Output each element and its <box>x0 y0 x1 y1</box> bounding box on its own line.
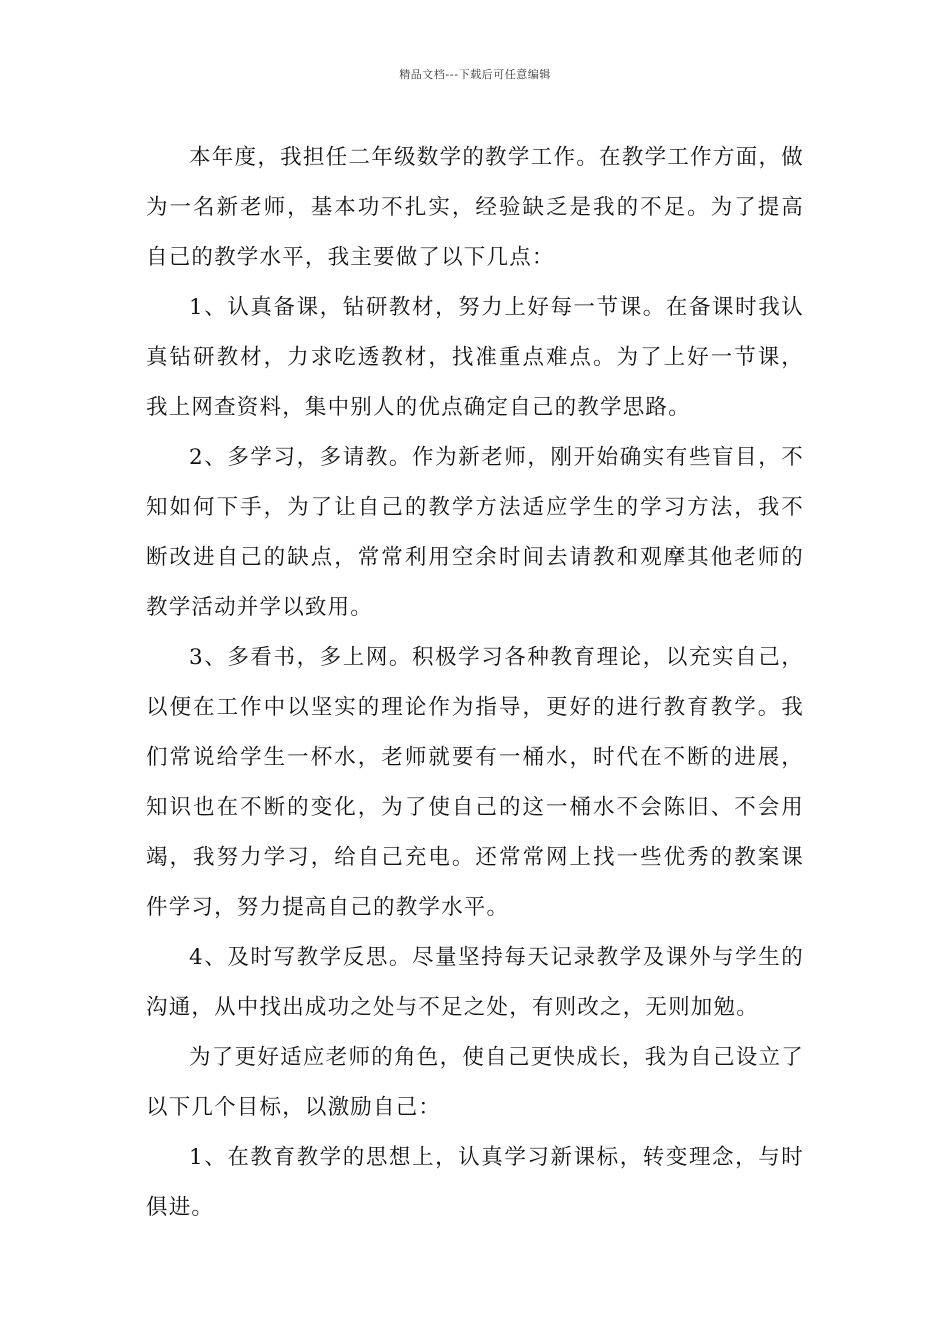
paragraph-intro: 本年度，我担任二年级数学的教学工作。在教学工作方面，做为一名新老师，基本功不扎实，经验缺乏是我的不足。为了提高自己的教学水平，我主要做了以下几点： <box>146 145 804 270</box>
paragraph-item-1: 1、认真备课，钻研教材，努力上好每一节课。在备课时我认真钻研教材，力求吃透教材，找准重点难点。为了上好一节课，我上网查资料，集中别人的优点确定自己的教学思路。 <box>146 295 804 420</box>
paragraph-goals-intro: 为了更好适应老师的角色，使自己更快成长，我为自己设立了以下几个目标，以激励自己： <box>146 1045 804 1120</box>
paragraph-goal-1: 1、在教育教学的思想上，认真学习新课标，转变理念，与时俱进。 <box>146 1145 804 1220</box>
page-header: 精品文档---下载后可任意编辑 <box>399 68 551 81</box>
paragraph-item-2: 2、多学习，多请教。作为新老师，刚开始确实有些盲目，不知如何下手，为了让自己的教学方法适应学生的学习方法，我不断改进自己的缺点，常常利用空余时间去请教和观摩其他老师的教学活动并学以致用。 <box>146 445 804 620</box>
document-body <box>146 133 804 1233</box>
paragraph-item-3: 3、多看书，多上网。积极学习各种教育理论，以充实自己，以便在工作中以坚实的理论作为指导，更好的进行教育教学。我们常说给学生一杯水，老师就要有一桶水，时代在不断的进展，知识也在不断的变化，为了使自己的这一桶水不会陈旧、不会用竭，我努力学习，给自己充电。还常常网上找一些优秀的教案课件学习，努力提高自己的教学水平。 <box>146 645 804 920</box>
paragraph-item-4: 4、及时写教学反思。尽量坚持每天记录教学及课外与学生的沟通，从中找出成功之处与不足之处，有则改之，无则加勉。 <box>146 945 804 1020</box>
